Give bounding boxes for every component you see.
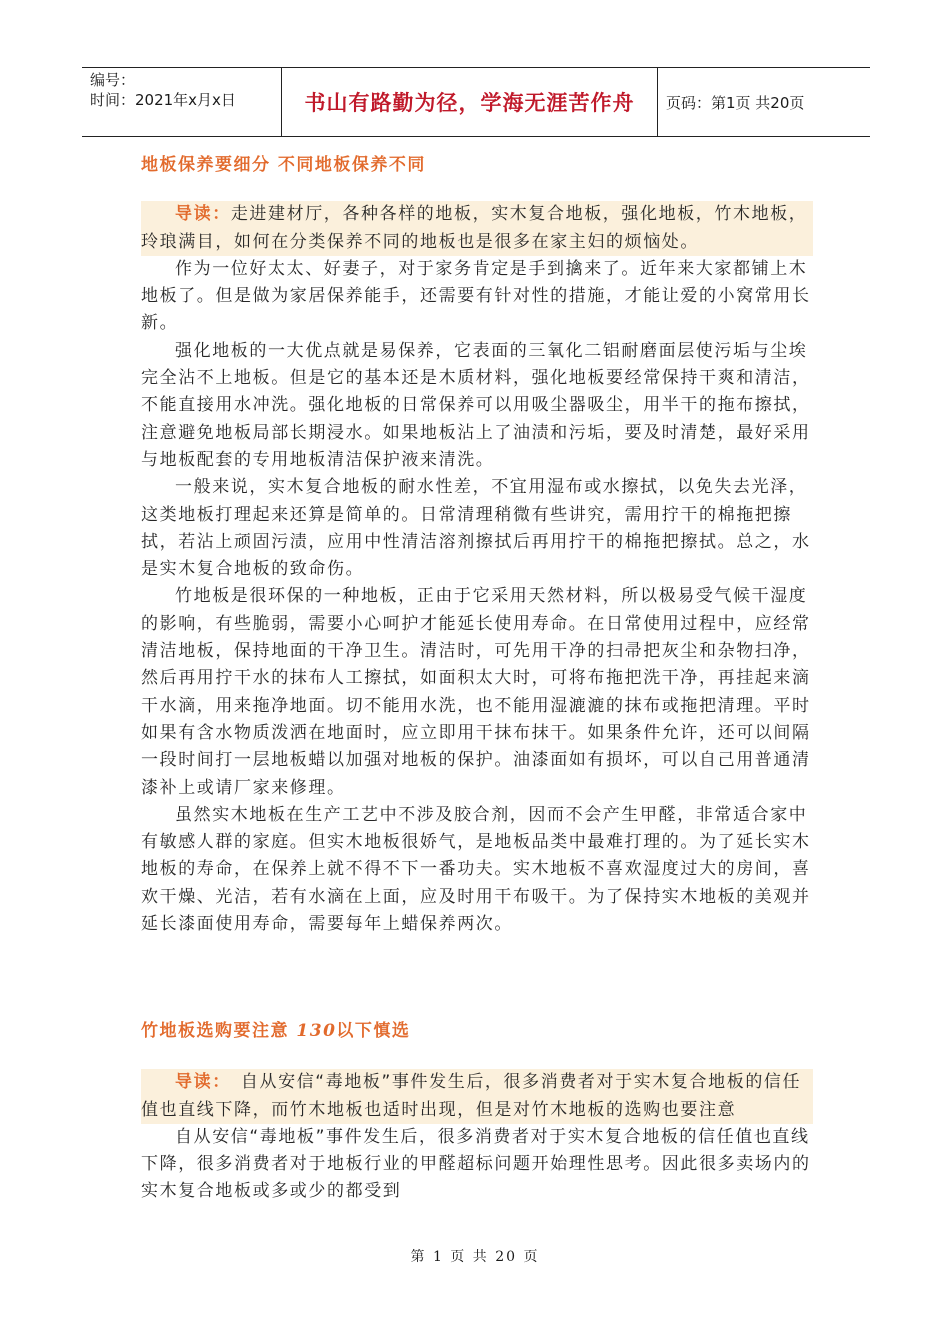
- header-motto: 书山有路勤为径，学海无涯苦作舟: [282, 68, 658, 136]
- section-2-title-number: 130: [296, 1021, 337, 1041]
- section-2-lead: [141, 1069, 813, 1124]
- lead-label: 导读：: [175, 204, 231, 225]
- paragraph: 一般来说，实木复合地板的耐水性差，不宜用湿布或水擦拭，以免失去光泽，这类地板打理起来还算是简单的。日常清理稍微有些讲究，需用拧干的棉拖把擦拭，若沾上顽固污渍，应用中性清洁溶剂擦拭后再用拧干的棉拖把擦拭。总之，水是实木复合地板的致命伤。: [141, 477, 811, 580]
- paragraph: 竹地板是很环保的一种地板，正由于它采用天然材料，所以极易受气候干湿度的影响，有些脆弱，需要小心呵护才能延长使用寿命。在日常使用过程中，应经常清洁地板，保持地面的干净卫生。清洁时，可先用干净的扫帚把灰尘和杂物扫净，然后再用拧干水的抹布人工擦拭，如面积太大时，可将布拖把洗干净，再挂起来滴干水滴，用来拖净地面。切不能用水洗，也不能用湿漉漉的抹布或拖把清理。平时如果有含水物质泼洒在地面时，应立即用干抹布抹干。如果条件允许，还可以间隔一段时间打一层地板蜡以加强对地板的保护。油漆面如有损坏，可以自己用普通清漆补上或请厂家来修理。: [141, 586, 811, 798]
- document-header: [82, 67, 870, 137]
- article-section-1: [141, 152, 813, 938]
- paragraph: 虽然实木地板在生产工艺中不涉及胶合剂，因而不会产生甲醛，非常适合家中有敏感人群的家庭。但实木地板很娇气，是地板品类中最难打理的。为了延长实木地板的寿命，在保养上就不得不下一番功夫。实木地板不喜欢湿度过大的房间，喜欢干燥、光洁，若有水滴在上面，应及时用干布吸干。为了保持实木地板的美观并延长漆面使用寿命，需要每年上蜡保养两次。: [141, 804, 811, 935]
- paragraph: 强化地板的一大优点就是易保养，它表面的三氧化二铝耐磨面层使污垢与尘埃完全沾不上地板。但是它的基本还是木质材料，强化地板要经常保持干爽和清洁，不能直接用水冲洗。强化地板的日常保养可以用吸尘器吸尘，用半干的拖布擦拭，注意避免地板局部长期浸水。如果地板沾上了油渍和污垢，要及时清楚，最好采用与地板配套的专用地板清洁保护液来清洗。: [141, 340, 811, 470]
- lead-text: 走进建材厅，各种各样的地板，实木复合地板，强化地板，竹木地板，玲琅满目，如何在分类保养不同的地板也是很多在家主妇的烦恼处。: [141, 204, 808, 252]
- document-number-label: 编号：: [90, 71, 136, 89]
- section-2-title-part: 以下慎选: [336, 1021, 411, 1041]
- page-footer: 第 1 页 共 20 页: [410, 1249, 540, 1265]
- section-1-lead: [141, 201, 813, 256]
- paragraph: 作为一位好太太、好妻子，对于家务肯定是手到擒来了。近年来大家都铺上木地板了。但是做为家居保养能手，还需要有针对性的措施，才能让爱的小窝常用长新。: [141, 258, 811, 334]
- section-2-title: [141, 1018, 813, 1045]
- section-1-title: 地板保养要细分 不同地板保养不同: [141, 155, 426, 175]
- document-time-label: 时间：2021年x月x日: [90, 91, 236, 109]
- lead-label: 导读：: [175, 1072, 223, 1093]
- paragraph: 自从安信“毒地板”事件发生后，很多消费者对于实木复合地板的信任值也直线下降，很多消费者对于地板行业的甲醛超标问题开始理性思考。因此很多卖场内的实木复合地板或多或少的都受到: [141, 1126, 811, 1202]
- section-2-title-part: 竹地板选购要注意: [141, 1021, 297, 1041]
- header-page-label: 页码：第1页 共20页: [666, 93, 805, 112]
- lead-text: 自从安信“毒地板”事件发生后，很多消费者对于实木复合地板的信任值也直线下降，而竹木地板也适时出现，但是对竹木地板的选购也要注意: [141, 1072, 802, 1120]
- article-section-2: [141, 1018, 813, 1206]
- header-meta: [82, 68, 282, 136]
